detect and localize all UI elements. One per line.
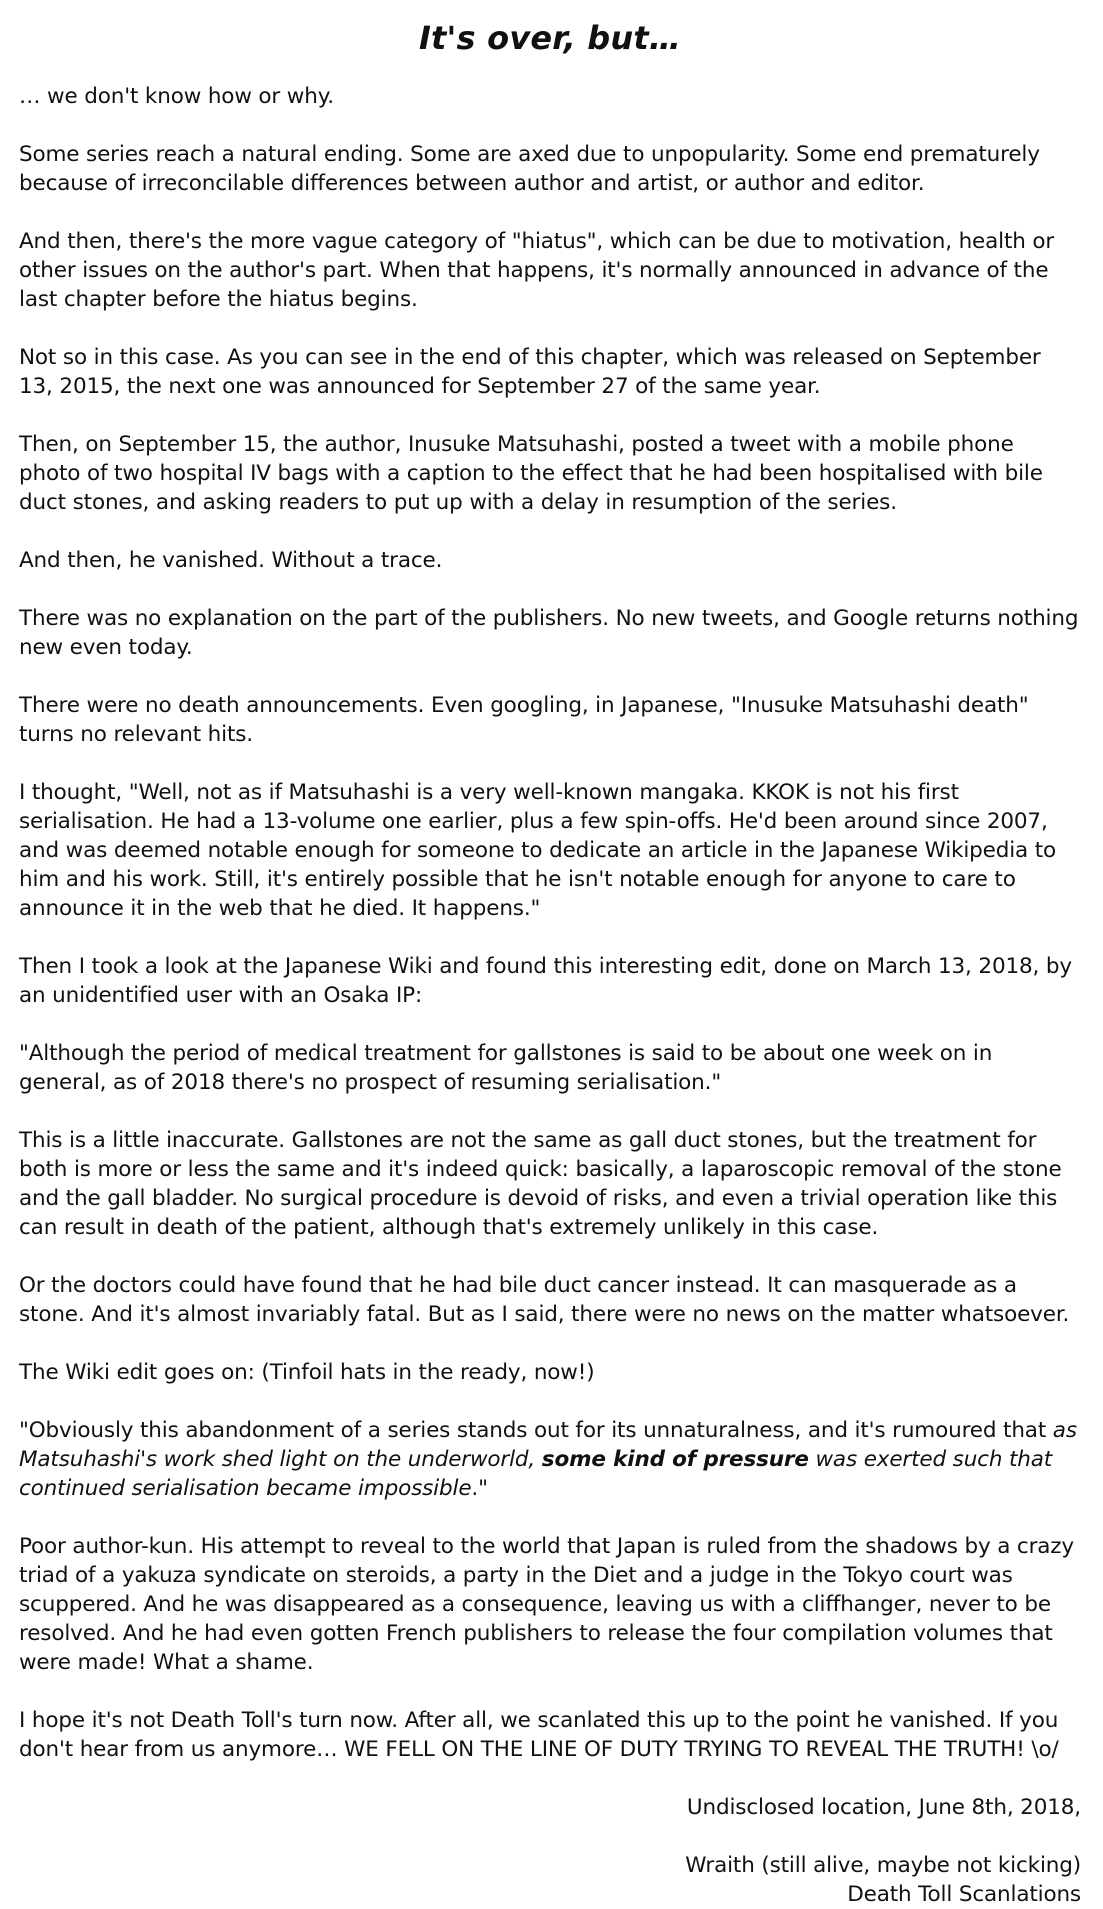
paragraph-cancer: Or the doctors could have found that he had bile duct cancer instead. It can masquerade as a stone. And it's almost invariably fatal. But as I said, there were no news on the matter whatsoever. [19,1273,1070,1327]
paragraph-gallstones: This is a little inaccurate. Gallstones are not the same as gall duct stones, but the treatment for both is more or less the same and it's indeed quick: basically, a laparoscopic removal of the stone and the gall bladder. No surgical procedure is devoid of risks, and even a trivial operation like this can result in death of the patient, although that's extremely unlikely in this case. [19,1128,1062,1240]
paragraph-hiatus: And then, there's the more vague category of "hiatus", which can be due to motivation, health or other issues on the author's part. When that happens, it's normally announced in advance of the last chapter before the hiatus begins. [19,229,1055,312]
paragraph-endings: Some series reach a natural ending. Some are axed due to unpopularity. Some end prematurely because of irreconcilable differences between author and artist, or author and editor. [19,142,1040,196]
paragraph-release-date: Not so in this case. As you can see in the end of this chapter, which was released on September 13, 2015, the next one was announced for September 27 of the same year. [19,345,1041,399]
paragraph-tweet: Then, on September 15, the author, Inusuke Matsuhashi, posted a tweet with a mobile phone photo of two hospital IV bags with a caption to the effect that he had been hospitalised with bile duct stones, and asking readers to put up with a delay in resumption of the series. [19,432,1043,515]
quote-italic-1: as Matsuhashi's work shed light on the underworld, [19,1418,1077,1472]
quote-lead: "Obviously this abandonment of a series stands out for its unnaturalness, and it's rumoured that [19,1418,1053,1443]
paragraph-wiki-edit: Then I took a look at the Japanese Wiki and found this interesting edit, done on March 13, 2018, by an unidentified user with an Osaka IP: [19,954,1072,1008]
signature-location-date: Undisclosed location, June 8th, 2018, [686,1795,1081,1820]
paragraph-vanished: And then, he vanished. Without a trace. [19,548,443,573]
quote-bold-italic: some kind of pressure [541,1447,809,1472]
paragraph-wiki-quote-1: "Although the period of medical treatment for gallstones is said to be about one week on in general, as of 2018 there's no prospect of resuming serialisation." [19,1041,993,1095]
quote-italic-2: was exerted such that continued serialisation became impossible [19,1447,1053,1501]
paragraph-poor-author: Poor author-kun. His attempt to reveal to the world that Japan is ruled from the shadows by a crazy triad of a yakuza syndicate on steroids, a party in the Diet and a judge in the Tokyo court was scuppered. And he was disappeared as a consequence, leaving us with a cliffhanger, never to be resolved. And he had even gotten French publishers to release the four compilation volumes that were made! What a shame. [19,1534,1075,1675]
signature-author: Wraith (still alive, maybe not kicking) [685,1853,1081,1878]
paragraph-wiki-quote-2 [19,1416,1081,1503]
paragraph-no-death-announcements: There were no death announcements. Even googling, in Japanese, "Inusuke Matsuhashi death" turns no relevant hits. [19,693,1029,747]
page-title: It's over, but… [418,19,682,57]
paragraph-death-toll-turn: I hope it's not Death Toll's turn now. After all, we scanlated this up to the point he vanished. If you don't hear from us anymore… WE FELL ON THE LINE OF DUTY TRYING TO REVEAL THE TRUTH! \o/ [19,1708,1059,1762]
paragraph-wiki-goes-on: The Wiki edit goes on: (Tinfoil hats in the ready, now!) [19,1360,595,1385]
signature-group: Death Toll Scanlations [847,1882,1081,1907]
quote-end: ." [471,1476,488,1501]
paragraph-intro: … we don't know how or why. [19,84,334,109]
paragraph-thought: I thought, "Well, not as if Matsuhashi is a very well-known mangaka. KKOK is not his first serialisation. He had a 13-volume one earlier, plus a few spin-offs. He'd been around since 2007, and was deemed notable enough for someone to dedicate an article in the Japanese Wikipedia to him and his work. Still, it's entirely possible that he isn't notable enough for anyone to care to announce it in the web that he died. It happens." [19,780,1057,921]
paragraph-no-explanation: There was no explanation on the part of the publishers. No new tweets, and Google returns nothing new even today. [19,606,1079,660]
